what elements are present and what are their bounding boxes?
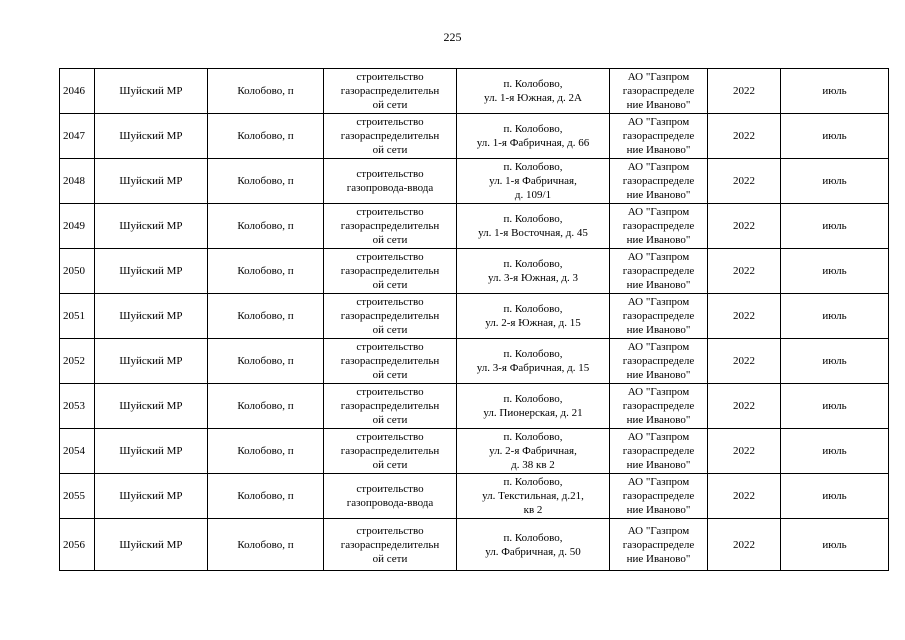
month-cell: июль <box>781 294 889 339</box>
settlement-cell: Колобово, п <box>208 474 324 519</box>
work-type-cell-line: ой сети <box>372 99 408 111</box>
organization-cell-line: ние Иваново" <box>626 504 691 516</box>
work-type-cell-line: строительство <box>356 168 424 180</box>
year-cell: 2022 <box>708 159 781 204</box>
work-type-cell <box>324 249 457 294</box>
month-cell: июль <box>781 519 889 571</box>
table-row <box>60 249 889 294</box>
organization-cell-line: газораспределе <box>622 538 695 551</box>
work-type-cell-line: ой сети <box>372 414 408 426</box>
work-type-cell <box>324 339 457 384</box>
work-type-cell <box>324 474 457 519</box>
table-row <box>60 159 889 204</box>
district-cell: Шуйский МР <box>95 429 208 474</box>
table-row <box>60 384 889 429</box>
organization-cell-line: АО "Газпром <box>627 71 690 83</box>
address-cell-line: п. Колобово, <box>503 531 563 544</box>
settlement-cell: Колобово, п <box>208 249 324 294</box>
work-type-cell-line: строительство <box>356 206 424 218</box>
address-cell <box>457 294 610 339</box>
address-cell-line: п. Колобово, <box>503 476 563 488</box>
settlement-cell: Колобово, п <box>208 384 324 429</box>
organization-cell <box>610 384 708 429</box>
address-cell-line: п. Колобово, <box>503 213 563 225</box>
work-type-cell <box>324 69 457 114</box>
row-number-cell: 2049 <box>60 204 95 249</box>
work-type-cell-line: строительство <box>356 524 424 537</box>
settlement-cell: Колобово, п <box>208 69 324 114</box>
year-cell: 2022 <box>708 114 781 159</box>
address-cell <box>457 384 610 429</box>
district-cell: Шуйский МР <box>95 384 208 429</box>
work-type-cell-line: газораспределительн <box>340 85 440 97</box>
work-type-cell-line: строительство <box>356 341 424 353</box>
address-cell-line: ул. 3-я Южная, д. 3 <box>488 272 578 284</box>
work-type-cell-line: ой сети <box>372 552 408 565</box>
work-type-cell-line: строительство <box>356 116 424 128</box>
address-cell-line: ул. 2-я Фабричная, <box>489 445 577 457</box>
row-number-cell: 2054 <box>60 429 95 474</box>
organization-cell-line: ние Иваново" <box>626 459 691 471</box>
organization-cell-line: газораспределе <box>622 130 695 142</box>
work-type-cell-line: ой сети <box>372 369 408 381</box>
organization-cell-line: ние Иваново" <box>626 234 691 246</box>
work-type-cell-line: ой сети <box>372 279 408 291</box>
organization-cell-line: газораспределе <box>622 310 695 322</box>
address-cell-line: ул. 3-я Фабричная, д. 15 <box>476 362 590 374</box>
organization-cell-line: АО "Газпром <box>627 116 690 128</box>
year-cell: 2022 <box>708 429 781 474</box>
address-cell-line: п. Колобово, <box>503 161 563 173</box>
organization-cell <box>610 114 708 159</box>
work-type-cell <box>324 294 457 339</box>
district-cell: Шуйский МР <box>95 249 208 294</box>
address-cell-line: ул. 1-я Фабричная, <box>489 175 577 187</box>
organization-cell <box>610 69 708 114</box>
address-cell <box>457 339 610 384</box>
year-cell: 2022 <box>708 474 781 519</box>
month-cell: июль <box>781 204 889 249</box>
settlement-cell: Колобово, п <box>208 204 324 249</box>
organization-cell-line: АО "Газпром <box>627 476 690 488</box>
work-type-cell-line: строительство <box>356 431 424 443</box>
month-cell: июль <box>781 384 889 429</box>
organization-cell-line: газораспределе <box>622 265 695 277</box>
address-cell <box>457 519 610 571</box>
year-cell: 2022 <box>708 249 781 294</box>
registry-table <box>59 68 889 571</box>
organization-cell-line: ние Иваново" <box>626 324 691 336</box>
work-type-cell-line: газораспределительн <box>340 220 440 232</box>
district-cell: Шуйский МР <box>95 204 208 249</box>
work-type-cell-line: газораспределительн <box>340 400 440 412</box>
work-type-cell-line: строительство <box>356 296 424 308</box>
organization-cell-line: ние Иваново" <box>626 414 691 426</box>
organization-cell-line: АО "Газпром <box>627 206 690 218</box>
district-cell: Шуйский МР <box>95 474 208 519</box>
organization-cell <box>610 429 708 474</box>
district-cell: Шуйский МР <box>95 294 208 339</box>
table-row <box>60 69 889 114</box>
settlement-cell: Колобово, п <box>208 159 324 204</box>
organization-cell <box>610 474 708 519</box>
address-cell-line: п. Колобово, <box>503 78 563 90</box>
settlement-cell: Колобово, п <box>208 429 324 474</box>
table-row <box>60 519 889 571</box>
address-cell <box>457 159 610 204</box>
work-type-cell-line: строительство <box>356 386 424 398</box>
work-type-cell <box>324 384 457 429</box>
work-type-cell-line: газопровода-ввода <box>346 182 434 194</box>
organization-cell-line: газораспределе <box>622 445 695 457</box>
organization-cell <box>610 339 708 384</box>
work-type-cell-line: строительство <box>356 251 424 263</box>
district-cell: Шуйский МР <box>95 519 208 571</box>
work-type-cell-line: ой сети <box>372 144 408 156</box>
year-cell: 2022 <box>708 519 781 571</box>
month-cell: июль <box>781 474 889 519</box>
work-type-cell-line: газораспределительн <box>340 445 440 457</box>
work-type-cell-line: строительство <box>356 71 424 83</box>
organization-cell <box>610 159 708 204</box>
organization-cell-line: АО "Газпром <box>627 386 690 398</box>
organization-cell-line: ние Иваново" <box>626 99 691 111</box>
month-cell: июль <box>781 249 889 294</box>
year-cell: 2022 <box>708 384 781 429</box>
settlement-cell: Колобово, п <box>208 294 324 339</box>
address-cell-line: п. Колобово, <box>503 393 563 405</box>
work-type-cell <box>324 429 457 474</box>
address-cell-line: п. Колобово, <box>503 431 563 443</box>
organization-cell-line: газораспределе <box>622 85 695 97</box>
work-type-cell-line: газораспределительн <box>340 538 440 551</box>
table-row <box>60 339 889 384</box>
table-row <box>60 204 889 249</box>
settlement-cell: Колобово, п <box>208 519 324 571</box>
address-cell-line: п. Колобово, <box>503 258 563 270</box>
organization-cell-line: АО "Газпром <box>627 341 690 353</box>
organization-cell-line: АО "Газпром <box>627 296 690 308</box>
organization-cell-line: ние Иваново" <box>626 279 691 291</box>
settlement-cell: Колобово, п <box>208 114 324 159</box>
address-cell-line: п. Колобово, <box>503 348 563 360</box>
organization-cell-line: ние Иваново" <box>626 552 691 565</box>
work-type-cell-line: ой сети <box>372 459 408 471</box>
address-cell <box>457 429 610 474</box>
work-type-cell-line: ой сети <box>372 324 408 336</box>
year-cell: 2022 <box>708 69 781 114</box>
organization-cell-line: газораспределе <box>622 220 695 232</box>
organization-cell-line: газораспределе <box>622 175 695 187</box>
organization-cell-line: газораспределе <box>622 490 695 502</box>
year-cell: 2022 <box>708 294 781 339</box>
address-cell-line: ул. 2-я Южная, д. 15 <box>485 317 581 329</box>
organization-cell-line: АО "Газпром <box>627 251 690 263</box>
row-number-cell: 2050 <box>60 249 95 294</box>
address-cell-line: ул. 1-я Восточная, д. 45 <box>478 227 588 239</box>
settlement-cell: Колобово, п <box>208 339 324 384</box>
organization-cell-line: ние Иваново" <box>626 189 691 201</box>
organization-cell <box>610 294 708 339</box>
table-row <box>60 474 889 519</box>
address-cell-line: ул. 1-я Южная, д. 2А <box>484 92 582 104</box>
year-cell: 2022 <box>708 204 781 249</box>
address-cell <box>457 69 610 114</box>
work-type-cell-line: газораспределительн <box>340 130 440 142</box>
organization-cell <box>610 204 708 249</box>
row-number-cell: 2052 <box>60 339 95 384</box>
page-number: 225 <box>443 30 462 44</box>
address-cell <box>457 204 610 249</box>
work-type-cell <box>324 519 457 571</box>
address-cell-line: п. Колобово, <box>503 123 563 135</box>
table-body <box>60 69 889 571</box>
table-row <box>60 429 889 474</box>
address-cell-line: ул. 1-я Фабричная, д. 66 <box>476 137 590 149</box>
district-cell: Шуйский МР <box>95 69 208 114</box>
row-number-cell: 2055 <box>60 474 95 519</box>
organization-cell-line: газораспределе <box>622 355 695 367</box>
month-cell: июль <box>781 339 889 384</box>
work-type-cell <box>324 159 457 204</box>
organization-cell-line: газораспределе <box>622 400 695 412</box>
table-row <box>60 114 889 159</box>
organization-cell-line: АО "Газпром <box>627 431 690 443</box>
work-type-cell-line: газопровода-ввода <box>346 497 434 509</box>
address-cell-line: д. 109/1 <box>514 189 552 201</box>
work-type-cell-line: ой сети <box>372 234 408 246</box>
organization-cell <box>610 249 708 294</box>
work-type-cell-line: газораспределительн <box>340 310 440 322</box>
row-number-cell: 2053 <box>60 384 95 429</box>
district-cell: Шуйский МР <box>95 339 208 384</box>
address-cell-line: п. Колобово, <box>503 303 563 315</box>
address-cell <box>457 474 610 519</box>
organization-cell-line: ние Иваново" <box>626 369 691 381</box>
district-cell: Шуйский МР <box>95 114 208 159</box>
work-type-cell-line: газораспределительн <box>340 355 440 367</box>
district-cell: Шуйский МР <box>95 159 208 204</box>
year-cell: 2022 <box>708 339 781 384</box>
address-cell <box>457 249 610 294</box>
row-number-cell: 2048 <box>60 159 95 204</box>
month-cell: июль <box>781 429 889 474</box>
work-type-cell <box>324 114 457 159</box>
address-cell-line: ул. Фабричная, д. 50 <box>485 545 581 558</box>
table-row <box>60 294 889 339</box>
organization-cell-line: ние Иваново" <box>626 144 691 156</box>
address-cell-line: кв 2 <box>523 504 543 516</box>
row-number-cell: 2051 <box>60 294 95 339</box>
organization-cell-line: АО "Газпром <box>627 524 690 537</box>
row-number-cell: 2047 <box>60 114 95 159</box>
address-cell-line: ул. Пионерская, д. 21 <box>483 407 583 419</box>
address-cell-line: ул. Текстильная, д.21, <box>482 490 584 502</box>
work-type-cell-line: строительство <box>356 483 424 495</box>
row-number-cell: 2056 <box>60 519 95 571</box>
month-cell: июль <box>781 114 889 159</box>
work-type-cell-line: газораспределительн <box>340 265 440 277</box>
work-type-cell <box>324 204 457 249</box>
organization-cell-line: АО "Газпром <box>627 161 690 173</box>
address-cell-line: д. 38 кв 2 <box>511 459 555 471</box>
organization-cell <box>610 519 708 571</box>
month-cell: июль <box>781 159 889 204</box>
address-cell <box>457 114 610 159</box>
row-number-cell: 2046 <box>60 69 95 114</box>
month-cell: июль <box>781 69 889 114</box>
